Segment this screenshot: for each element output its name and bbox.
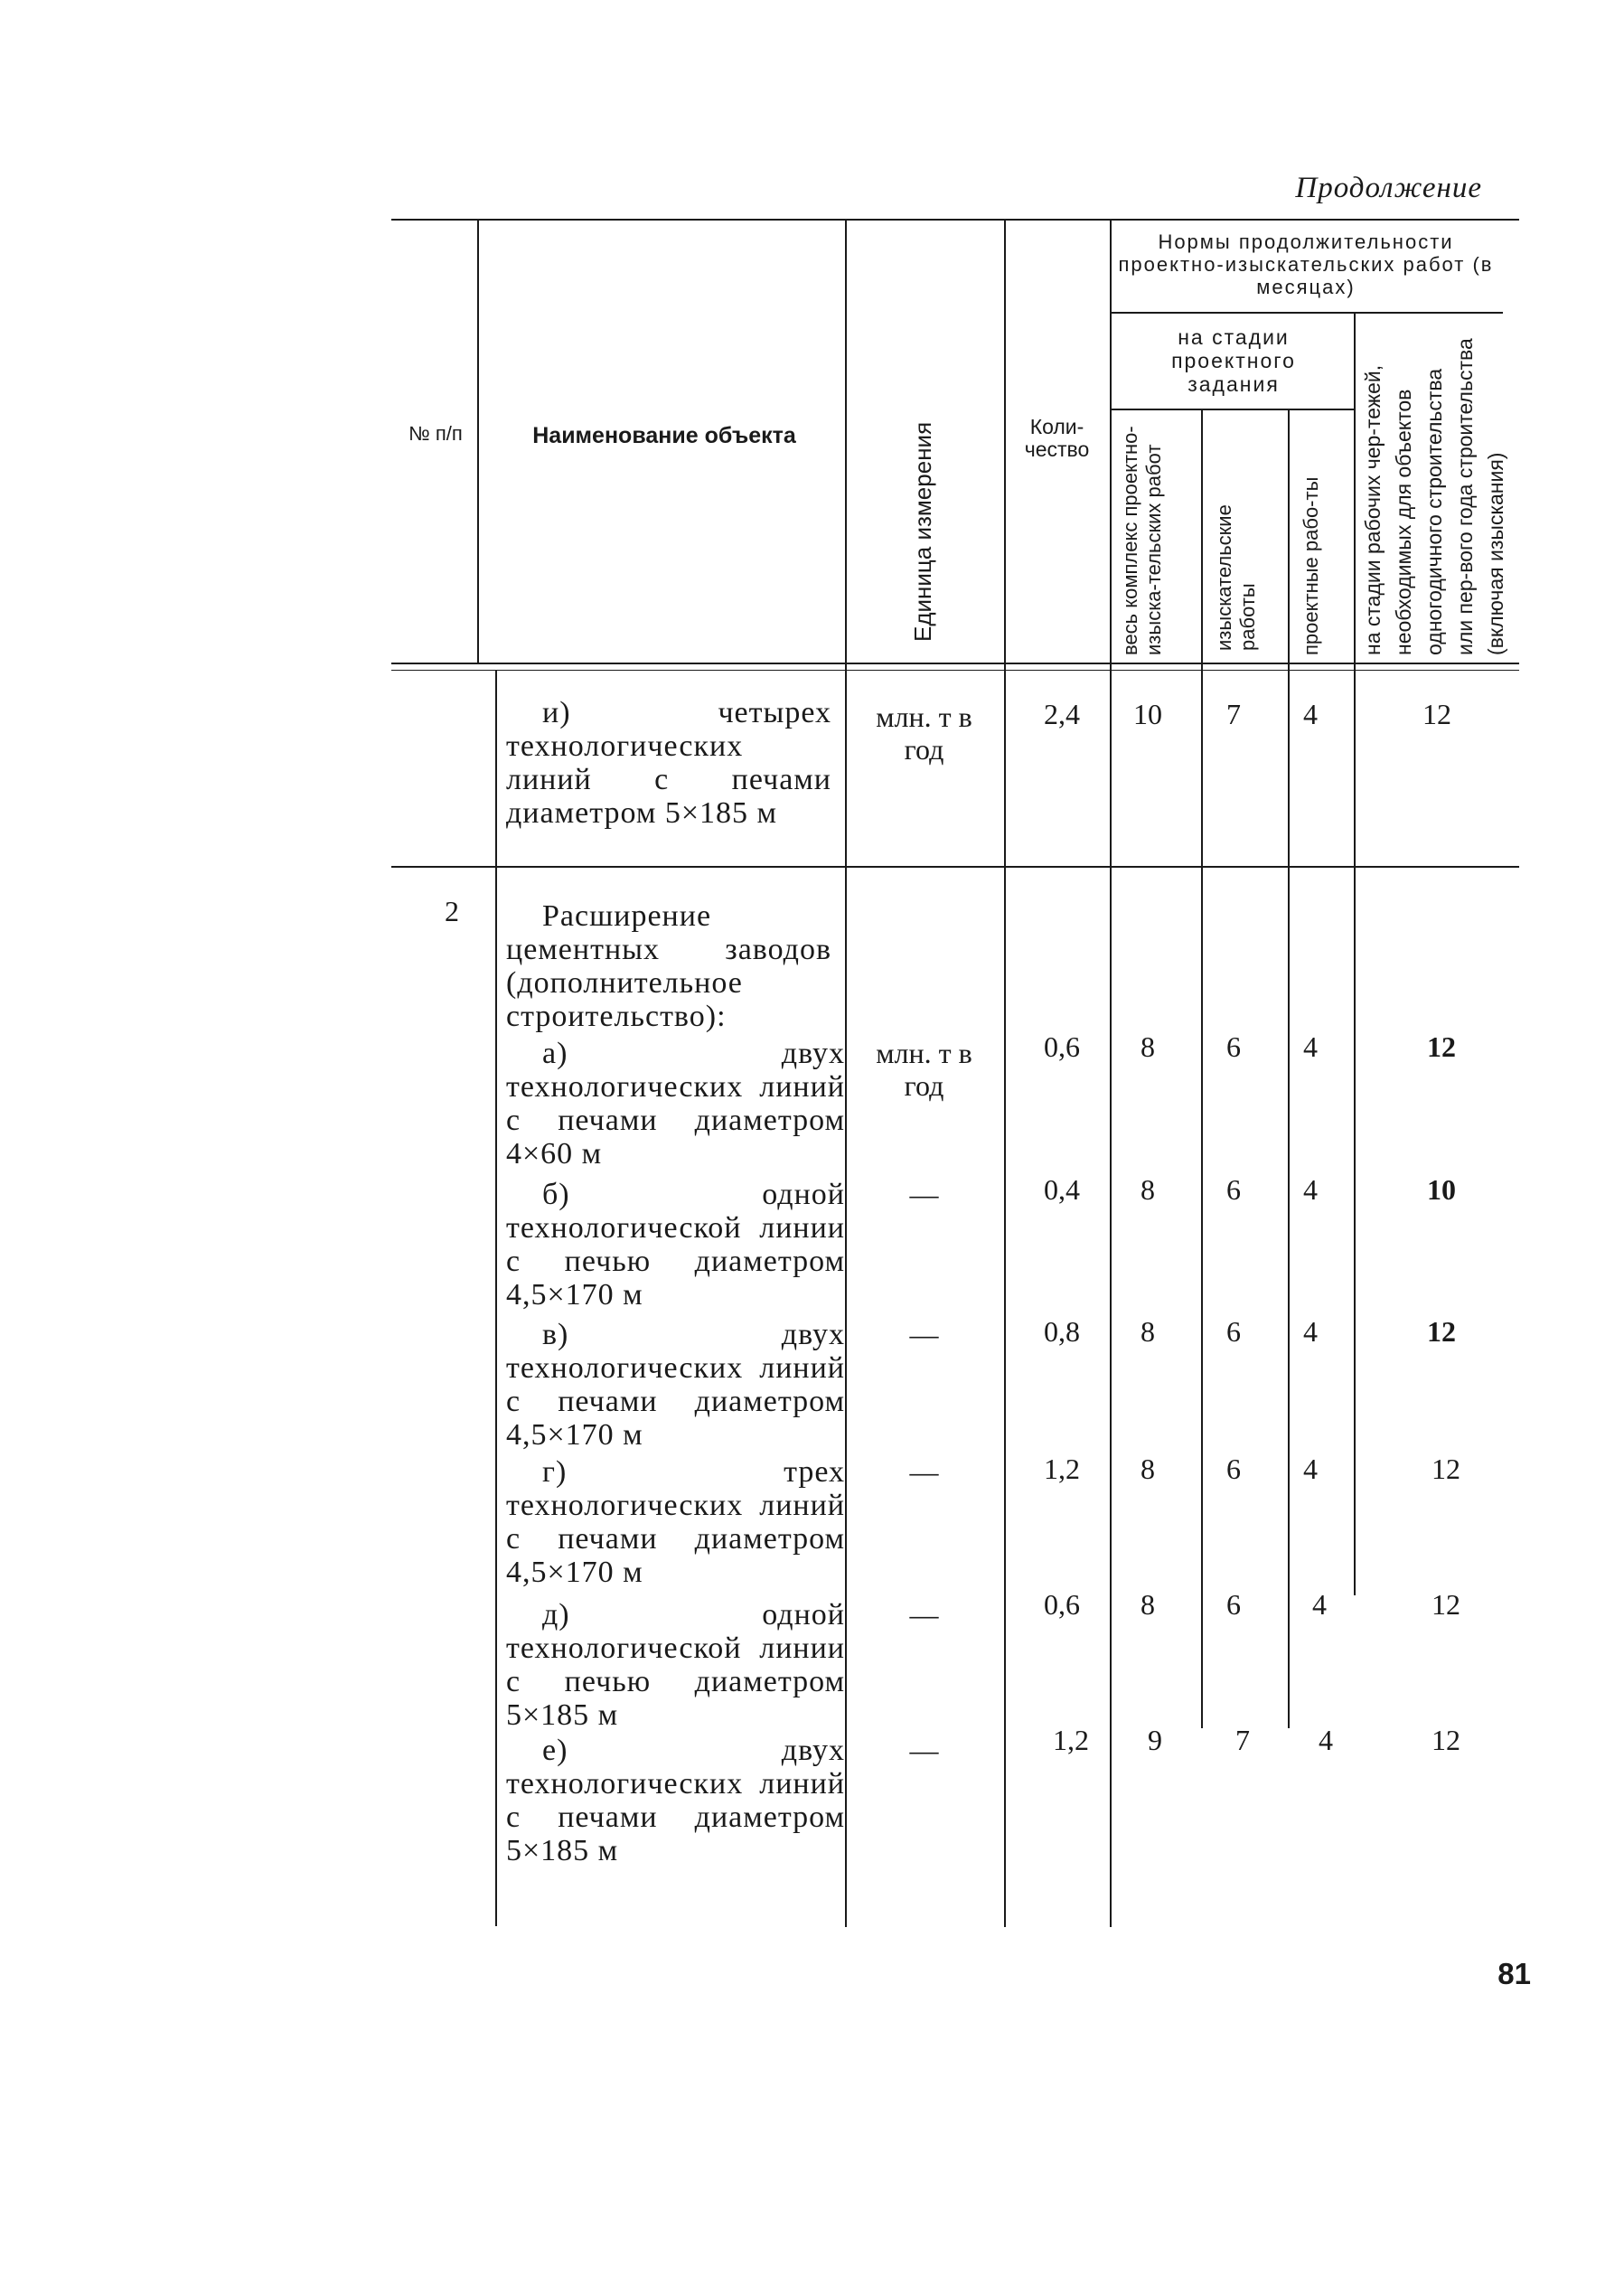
table-row-design: 4	[1303, 1173, 1318, 1206]
table-row-name: д) одной технологической линии с печью диаметром 5×185 м	[506, 1598, 845, 1732]
table-row-survey: 6	[1226, 1173, 1241, 1206]
table-row-qty: 0,8	[1044, 1315, 1080, 1348]
table-row-design: 4	[1303, 698, 1318, 730]
table-row-survey: 7	[1235, 1724, 1250, 1756]
table-row-unit: —	[909, 1455, 939, 1488]
col-header-num: № п/п	[408, 422, 463, 445]
table-row-unit: —	[909, 1178, 939, 1210]
table-row-name: в) двух технологических линий с печами диаметром 4,5×170 м	[506, 1318, 845, 1452]
col-header-name: Наименование объекта	[532, 423, 796, 448]
table-row-name: а) двух технологических линий с печами диаметром 4×60 м	[506, 1037, 845, 1171]
table-row-all: 8	[1141, 1315, 1155, 1348]
table-row-name: е) двух технологических линий с печами диаметром 5×185 м	[506, 1734, 845, 1867]
table-row-all: 8	[1141, 1588, 1155, 1621]
col-header-working: на стадии рабочих чер-тежей, необходимых для объектов одногодичного строительства или пер-вого года строительства (включая изыскания)	[1361, 338, 1507, 655]
table-row-qty: 1,2	[1053, 1724, 1089, 1756]
table-row-working: 12	[1427, 1030, 1456, 1063]
table-row-working: 12	[1432, 1724, 1460, 1756]
table-row-num: 2	[445, 895, 459, 927]
continuation-label: Продолжение	[1295, 172, 1482, 204]
table-row-design: 4	[1319, 1724, 1333, 1756]
table-row-qty: 0,6	[1044, 1030, 1080, 1063]
table-row-working: 12	[1422, 698, 1451, 730]
table-row-design: 4	[1303, 1030, 1318, 1063]
col-header-qty: Коли-чество	[1024, 415, 1090, 461]
table-row-qty: 0,4	[1044, 1173, 1080, 1206]
table-row-design: 4	[1312, 1588, 1327, 1621]
table-row-survey: 7	[1226, 698, 1241, 730]
table-row-name: б) одной технологической линии с печью диаметром 4,5×170 м	[506, 1178, 845, 1312]
table-row-all: 8	[1141, 1453, 1155, 1485]
table-row-all: 10	[1133, 698, 1162, 730]
table-row-working: 12	[1432, 1453, 1460, 1485]
table-row-name: Расширение цементных заводов (дополнительное строительство):	[506, 899, 831, 1033]
col-header-survey: изыскательские работы	[1213, 504, 1259, 651]
table-row-working: 12	[1432, 1588, 1460, 1621]
table-row-design: 4	[1303, 1315, 1318, 1348]
page-number: 81	[1497, 1957, 1531, 1990]
table-row-all: 8	[1141, 1030, 1155, 1063]
table-row-unit: млн. т в год	[876, 1037, 972, 1102]
table-row-survey: 6	[1226, 1453, 1241, 1485]
col-header-stage: на стадии проектного задания	[1171, 325, 1296, 396]
table-row-survey: 6	[1226, 1315, 1241, 1348]
table-row-all: 8	[1141, 1173, 1155, 1206]
table-row-name: г) трех технологических линий с печами диаметром 4,5×170 м	[506, 1455, 845, 1589]
table-row-name: и) четырех технологических линий с печами диаметром 5×185 м	[506, 696, 831, 830]
col-header-norms: Нормы продолжительности проектно-изыскательских работ (в месяцах)	[1118, 230, 1494, 298]
col-header-design: проектные рабо-ты	[1300, 476, 1322, 655]
table-row-working: 10	[1427, 1173, 1456, 1206]
table-row-working: 12	[1427, 1315, 1456, 1348]
table-row-unit: —	[909, 1598, 939, 1631]
table-row-survey: 6	[1226, 1588, 1241, 1621]
table-row-unit: —	[909, 1318, 939, 1350]
table-row-unit: млн. т в год	[876, 701, 972, 766]
table-row-qty: 1,2	[1044, 1453, 1080, 1485]
table-row-qty: 0,6	[1044, 1588, 1080, 1621]
table-row-survey: 6	[1226, 1030, 1241, 1063]
col-header-all-works: весь комплекс проектно-изыска-тельских работ	[1119, 426, 1165, 655]
table-row-unit: —	[909, 1734, 939, 1766]
table-row-qty: 2,4	[1044, 698, 1080, 730]
table-row-design: 4	[1303, 1453, 1318, 1485]
col-header-unit: Единица измерения	[909, 421, 936, 642]
table-row-all: 9	[1148, 1724, 1162, 1756]
